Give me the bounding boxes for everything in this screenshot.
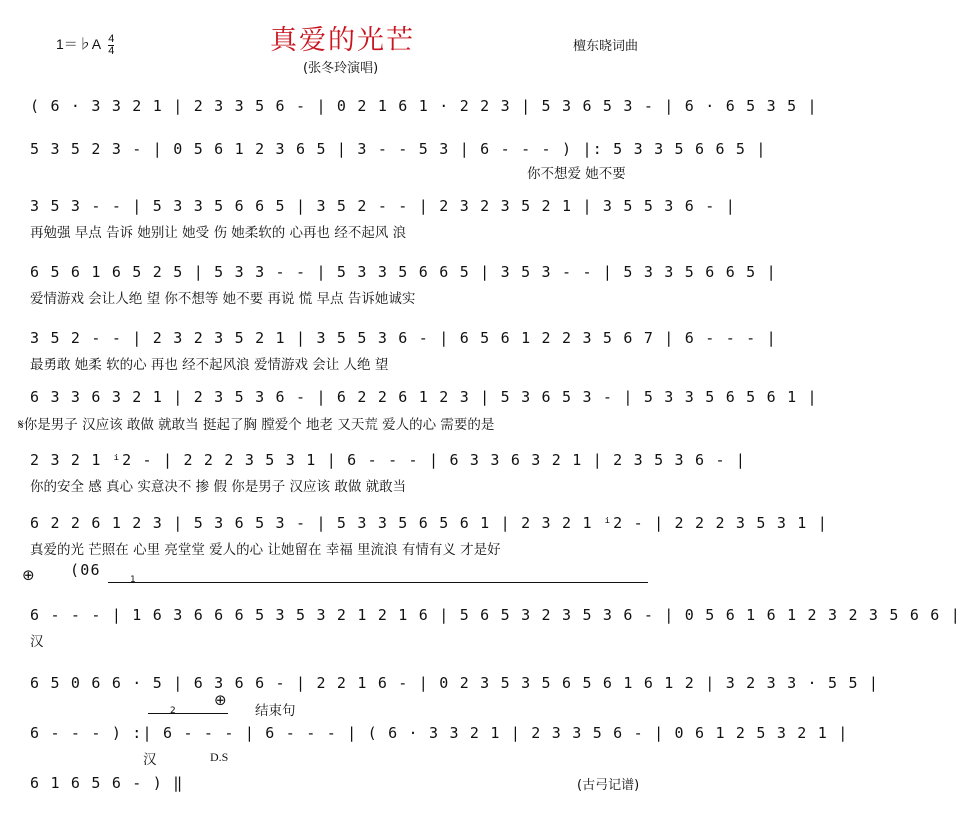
volta-bracket-1 — [108, 582, 648, 583]
key-signature — [56, 34, 114, 57]
volta-bracket-2 — [148, 713, 228, 714]
time-top: 4 — [108, 33, 115, 45]
coda-icon-ending: ⊕ — [214, 691, 227, 709]
volta-2-number: 2 — [170, 706, 176, 716]
score-line-4: 6 5 6 1 6 5 2 5 | 5 3 3 - - | 5 3 3 5 6 6 5 | 3 5 3 - - | 5 3 3 5 6 6 5 | — [30, 263, 777, 281]
lyrics-line-5: 最勇敢 她柔 软的心 再也 经不起风浪 爱情游戏 会让 人绝 望 — [30, 357, 389, 373]
score-line-9: 6 - - - | 1 6 3 6 6 6 5 3 5 3 2 1 2 1 6 | 5 6 5 3 2 3 5 3 6 - | 0 5 6 1 6 1 2 3 2 3 5 6 6 | — [30, 606, 961, 624]
time-bottom: 4 — [108, 45, 115, 57]
ending-label: 结束句 — [255, 703, 296, 719]
transcriber-credit: (古弓记谱) — [577, 778, 640, 793]
lyrics-line-4: 爱情游戏 会让人绝 望 你不想等 她不要 再说 慌 早点 告诉她诚实 — [30, 291, 416, 307]
lyrics-line-9: 汉 — [30, 634, 44, 650]
score-line-1: ( 6 · 3 3 2 1 | 2 3 3 5 6 - | 0 2 1 6 1 · 2 2 3 | 5 3 6 5 3 - | 6 · 6 5 3 5 | — [30, 97, 818, 115]
lyrics-line-8: 真爱的光 芒照在 心里 亮堂堂 爱人的心 让她留在 幸福 里流浪 有情有义 才是好 — [30, 542, 501, 558]
score-line-10: 6 5 0 6 6 · 5 | 6 3 6 6 - | 2 2 1 6 - | 0 2 3 5 3 5 6 5 6 1 6 1 2 | 3 2 3 3 · 5 5 | — [30, 674, 880, 692]
score-line-8: 6 2 2 6 1 2 3 | 5 3 6 5 3 - | 5 3 3 5 6 5 6 1 | 2 3 2 1 ⁱ2 - | 2 2 2 3 5 3 1 | — [30, 514, 828, 532]
lyrics-line-11: 汉 — [143, 752, 157, 768]
coda-icon: ⊕ — [22, 566, 35, 584]
lyrics-line-6: 𝄋你是男子 汉应该 敢做 就敢当 挺起了胸 膛爱个 地老 又天荒 爱人的心 需要的是 — [18, 417, 495, 433]
performer: (张冬玲演唱) — [303, 61, 379, 76]
score-line-6: 6 3 3 6 3 2 1 | 2 3 5 3 6 - | 6 2 2 6 1 2 3 | 5 3 6 5 3 - | 5 3 3 5 6 5 6 1 | — [30, 388, 818, 406]
lyrics-line-3: 再勉强 早点 告诉 她别让 她受 伤 她柔软的 心再也 经不起风 浪 — [30, 225, 407, 241]
score-line-12: 6 1 6 5 6 - ) ‖ — [30, 774, 184, 792]
score-line-11: 6 - - - ) :| 6 - - - | 6 - - - | ( 6 · 3 3 2 1 | 2 3 3 5 6 - | 0 6 1 2 5 3 2 1 | — [30, 724, 849, 742]
lyrics-line-2: 你不想爱 她不要 — [527, 166, 626, 182]
composer-credit: 檀东晓词曲 — [573, 39, 639, 54]
time-signature — [108, 34, 114, 57]
score-line-7: 2 3 2 1 ⁱ2 - | 2 2 2 3 5 3 1 | 6 - - - | 6 3 3 6 3 2 1 | 2 3 5 3 6 - | — [30, 451, 747, 469]
ending-pickup: (06 — [70, 561, 101, 579]
score-line-2: 5 3 5 2 3 - | 0 5 6 1 2 3 6 5 | 3 - - 5 3 | 6 - - - ) |: 5 3 3 5 6 6 5 | — [30, 140, 767, 158]
score-line-5: 3 5 2 - - | 2 3 2 3 5 2 1 | 3 5 5 3 6 - | 6 5 6 1 2 2 3 5 6 7 | 6 - - - | — [30, 329, 777, 347]
score-line-3: 3 5 3 - - | 5 3 3 5 6 6 5 | 3 5 2 - - | 2 3 2 3 5 2 1 | 3 5 5 3 6 - | — [30, 197, 736, 215]
ds-label: D.S — [210, 750, 229, 764]
volta-1-number: 1 — [130, 575, 136, 585]
key-prefix: 1＝♭A — [56, 36, 101, 53]
lyrics-line-7: 你的安全 感 真心 实意决不 掺 假 你是男子 汉应该 敢做 就敢当 — [30, 479, 407, 495]
song-title: 真爱的光芒 — [270, 25, 415, 56]
